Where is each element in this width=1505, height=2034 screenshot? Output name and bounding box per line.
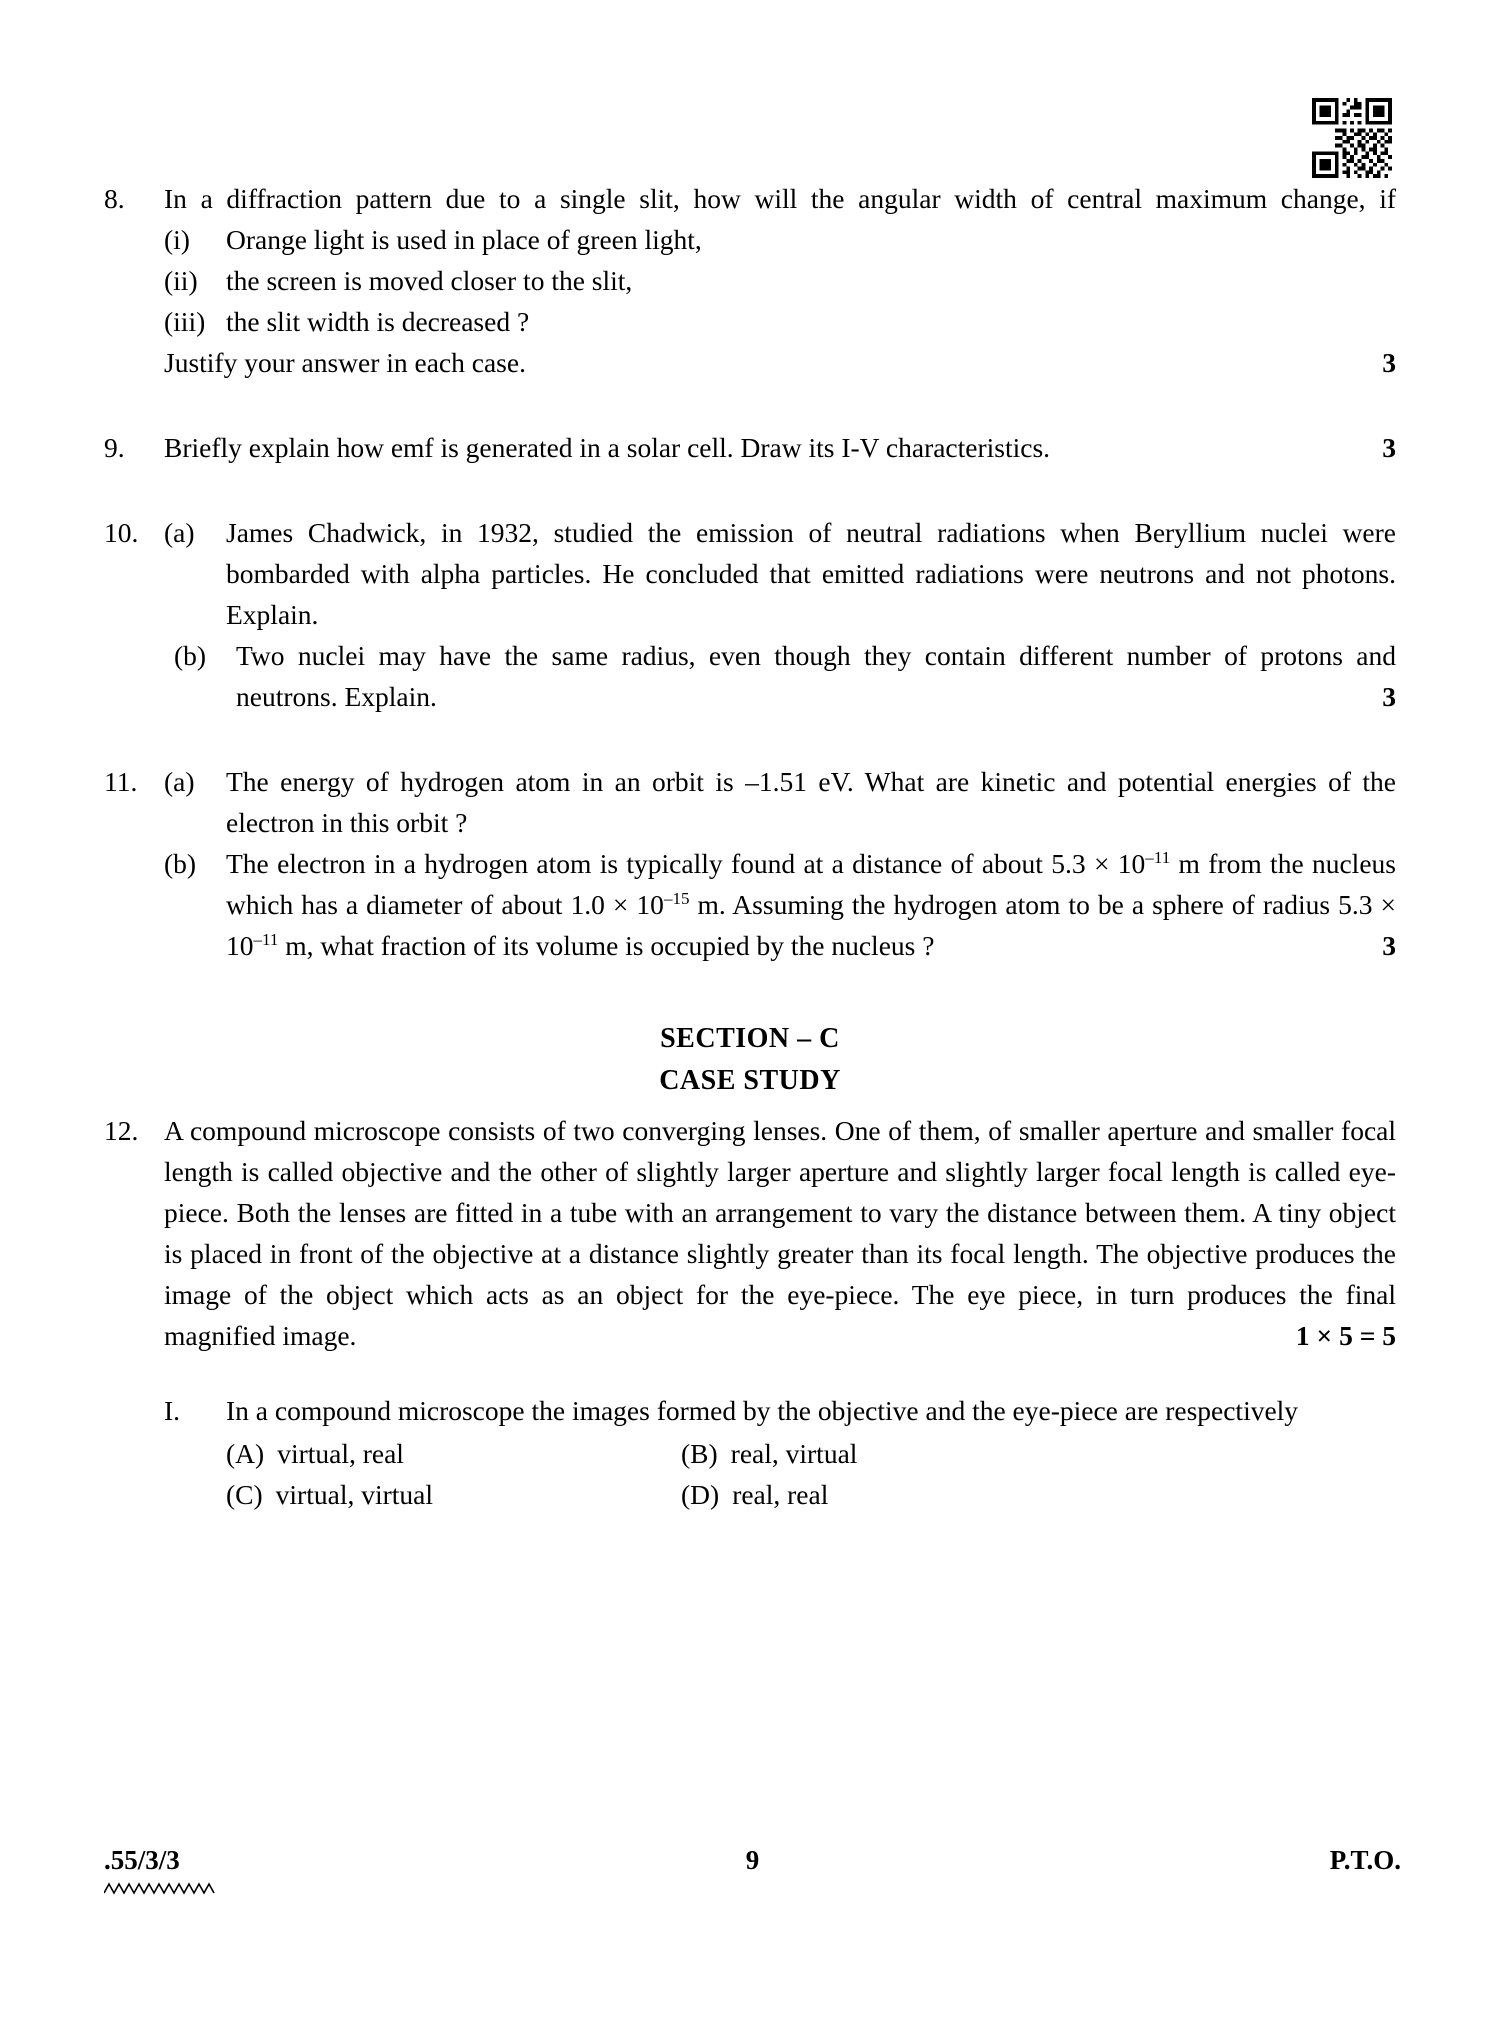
- question-8-number: 8.: [104, 183, 125, 214]
- question-8-closing: Justify your answer in each case.: [164, 347, 526, 378]
- question-11-part-b: [164, 843, 1396, 966]
- roman-text-i: Orange light is used in place of green light,: [226, 224, 702, 255]
- option-D[interactable]: [681, 1474, 828, 1515]
- question-10-part-b: [164, 635, 1396, 717]
- option-A-text: virtual, real: [277, 1438, 404, 1469]
- question-8-marks: 3: [1382, 347, 1396, 378]
- roman-label-iii: (iii): [164, 306, 206, 337]
- option-B[interactable]: [681, 1433, 857, 1474]
- part-text-b: The electron in a hydrogen atom is typically found at a distance of about $5.3 \times 10^{-11}$ m from the nucleus which has a diameter of about $1.0 \times 10^{-15}$ m. Assuming the hydrogen atom to be a sphere of radius $5.3 \times 10^{-11}$ m, what fraction of its volume is occupied by the nucleus ?: [226, 847, 1396, 961]
- option-A[interactable]: [226, 1433, 681, 1474]
- part-text-a: James Chadwick, in 1932, studied the emission of neutral radiations when Beryllium nuclei were bombarded with alpha particles. He concluded that emitted radiations were neutrons and not photons. Explain.: [226, 517, 1396, 630]
- roman-label-i: (i): [164, 224, 190, 255]
- question-8-item-i: [164, 219, 1396, 260]
- page-number: 9: [745, 1845, 760, 1875]
- option-row-1: [226, 1433, 1396, 1474]
- qr-code-icon: [1312, 98, 1392, 178]
- page-content: [104, 178, 1396, 1515]
- question-11-marks: 3: [1382, 930, 1396, 961]
- option-A-key: (A): [226, 1438, 265, 1469]
- question-8-item-iii: [164, 301, 1396, 342]
- option-C-key: (C): [226, 1479, 263, 1510]
- question-8-item-ii: [164, 260, 1396, 301]
- part-text-b: Two nuclei may have the same radius, even though they contain different number of protons and neutrons. Explain.: [236, 640, 1396, 712]
- part-label-a: (a): [164, 766, 195, 797]
- options-list: [226, 1433, 1396, 1515]
- question-10-part-a: [164, 512, 1396, 635]
- section-header: [104, 1018, 1396, 1102]
- part-label-b: (b): [164, 848, 197, 879]
- option-C-text: virtual, virtual: [275, 1479, 433, 1510]
- roman-text-iii: the slit width is decreased ?: [226, 306, 530, 337]
- option-D-text: real, real: [732, 1479, 829, 1510]
- question-9: [104, 427, 1396, 468]
- question-11: [104, 761, 1396, 966]
- question-11-part-a: [164, 761, 1396, 843]
- case-sub-question-1: [104, 1390, 1396, 1515]
- question-8-stem: In a diffraction pattern due to a single slit, how will the angular width of central maximum change, if: [164, 183, 1396, 214]
- page-footer: [104, 1845, 1401, 1915]
- roman-text-ii: the screen is moved closer to the slit,: [226, 265, 633, 296]
- option-B-text: real, virtual: [730, 1438, 858, 1469]
- section-subtitle: CASE STUDY: [659, 1065, 841, 1096]
- option-C[interactable]: [226, 1474, 681, 1515]
- roman-label-ii: (ii): [164, 265, 198, 296]
- question-12: [104, 1110, 1396, 1356]
- case-study-marks: 1 × 5 = 5: [1295, 1320, 1396, 1351]
- question-10: [104, 512, 1396, 717]
- question-9-stem: Briefly explain how emf is generated in a solar cell. Draw its I-V characteristics.: [164, 432, 1051, 463]
- question-9-marks: 3: [1382, 432, 1396, 463]
- part-text-a: The energy of hydrogen atom in an orbit is –1.51 eV. What are kinetic and potential energies of the electron in this orbit ?: [226, 766, 1396, 838]
- question-11-number: 11.: [104, 766, 138, 797]
- case-study-passage: A compound microscope consists of two converging lenses. One of them, of smaller aperture and smaller focal length is called objective and the other of slightly larger aperture and slightly larger focal length is called eye-piece. Both the lenses are fitted in a tube with an arrangement to vary the distance between them. A tiny object is placed in front of the objective at a distance slightly greater than its focal length. The objective produces the image of the object which acts as an object for the eye-piece. The eye piece, in turn produces the final magnified image.: [164, 1115, 1396, 1351]
- option-D-key: (D): [681, 1479, 720, 1510]
- question-10-number: 10.: [104, 517, 139, 548]
- question-10-marks: 3: [1382, 681, 1396, 712]
- case-sub-stem: In a compound microscope the images formed by the objective and the eye-piece are respectively: [226, 1395, 1299, 1426]
- question-8: [104, 178, 1396, 383]
- paper-code: .55/3/3: [104, 1845, 180, 1875]
- section-title: SECTION – C: [660, 1023, 840, 1054]
- question-9-number: 9.: [104, 432, 125, 463]
- option-row-2: [226, 1474, 1396, 1515]
- wavy-underline-icon: [104, 1881, 222, 1895]
- pto-label: P.T.O.: [1329, 1845, 1401, 1875]
- case-sub-label-I: I.: [164, 1395, 181, 1426]
- question-12-number: 12.: [104, 1115, 139, 1146]
- part-label-b: (b): [174, 640, 207, 671]
- option-B-key: (B): [681, 1438, 718, 1469]
- part-label-a: (a): [164, 517, 195, 548]
